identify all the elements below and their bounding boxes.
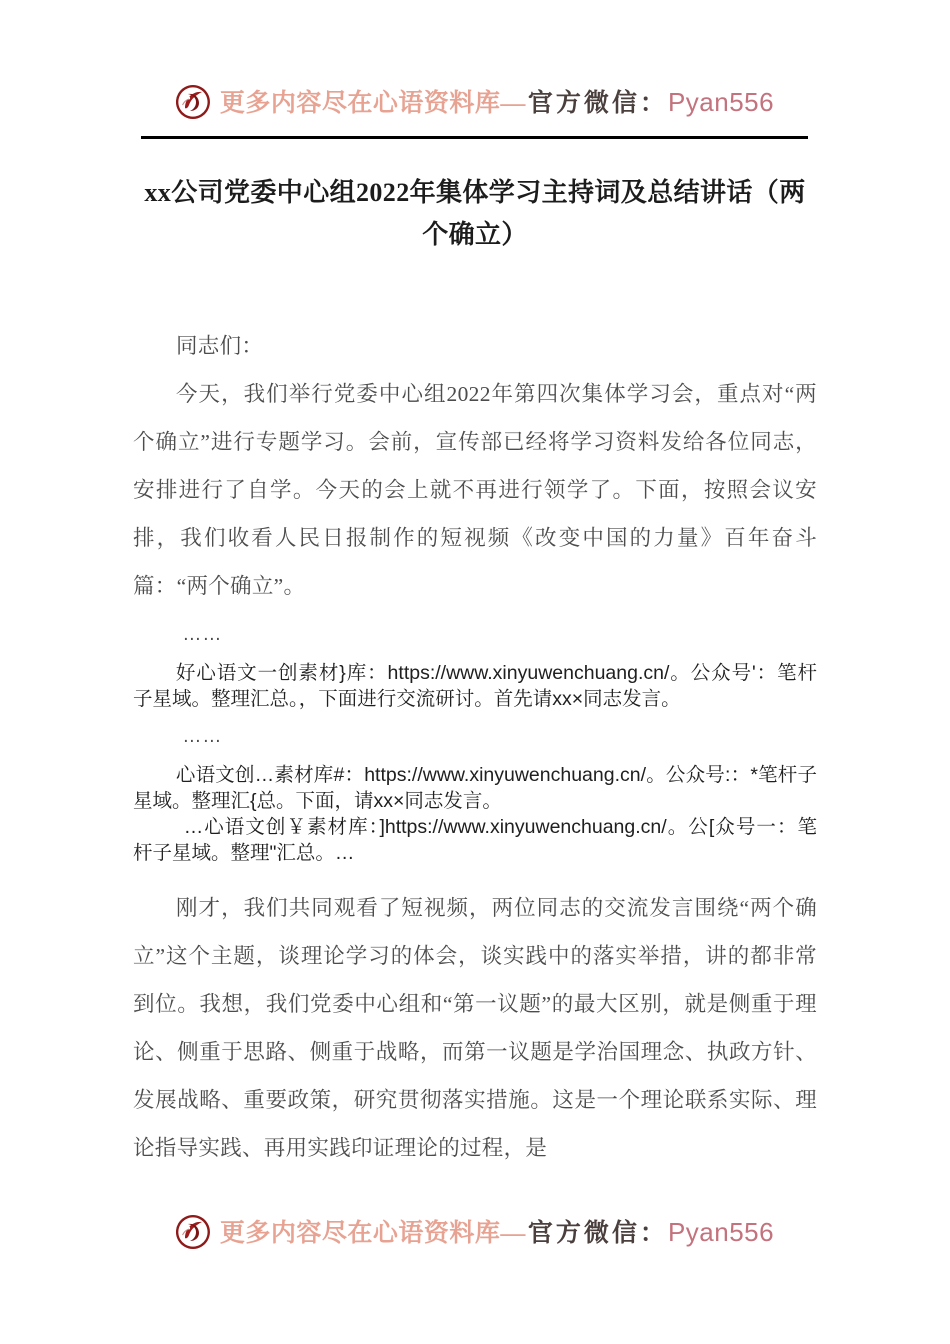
closing-paragraph: 刚才，我们共同观看了短视频，两位同志的交流发言围绕“两个确立”这个主题，谈理论学习的体会，谈实践中的落实举措，讲的都非常到位。我想，我们党委中心组和“第一议题”的最大区别，就是侧重于理论、侧重于思路、侧重于战略，而第一议题是学治国理念、执政方针、发展战略、重要政策，研究贯彻落实措施。这是一个理论联系实际、理论指导实践、再用实践印证理论的过程，是 bbox=[133, 896, 817, 1161]
header-wechat-handle: Pyan556 bbox=[667, 86, 775, 117]
footer-library-text: 更多内容尽在心语资料库— bbox=[219, 1219, 526, 1247]
document-body bbox=[133, 172, 817, 1172]
opening-paragraph: 今天，我们举行党委中心组2022年第四次集体学习会，重点对“两个确立”进行专题学习。会前，宣传部已经将学习资料发给各位同志，安排进行了自学。今天的会上就不再进行领学了。下面，按照会议安排，我们收看人民日报制作的短视频《改变中国的力量》百年奋斗篇：“两个确立”。 bbox=[133, 382, 817, 599]
ellipsis-line-1: …… bbox=[182, 624, 223, 646]
footer-wechat-label: 官方微信： bbox=[527, 1219, 668, 1247]
salutation-paragraph: 同志们： bbox=[176, 334, 264, 359]
header-watermark-banner bbox=[0, 78, 950, 126]
ellipsis-line-2: …… bbox=[182, 726, 223, 748]
header-library-text: 更多内容尽在心语资料库— bbox=[219, 89, 526, 117]
footer-banner-text bbox=[219, 1216, 775, 1247]
watermark-text-block-1: 好心语文一创素材}库：https://www.xinyuwenchuang.cn/。公众号'：笔杆子星域。整理汇总。，下面进行交流研讨。首先请xx×同志发言。 bbox=[133, 662, 817, 711]
watermark-text-block-3: …心语文创￥素材库：]https://www.xinyuwenchuang.cn/。公[众号一：笔杆子星域。整理"汇总。… bbox=[133, 816, 817, 865]
watermark-text-block-2: 心语文创…素材库#：https://www.xinyuwenchuang.cn/。公众号:：*笔杆子星域。整理汇{总。下面，请xx×同志发言。 bbox=[133, 764, 817, 813]
footer-wechat-handle: Pyan556 bbox=[667, 1216, 775, 1247]
header-divider-rule bbox=[141, 136, 808, 139]
footer-watermark-banner bbox=[0, 1208, 950, 1256]
xinyu-swirl-logo-icon bbox=[176, 1215, 210, 1249]
header-wechat-label: 官方微信： bbox=[527, 89, 668, 117]
header-banner-text bbox=[219, 86, 775, 117]
xinyu-swirl-logo-icon bbox=[176, 85, 210, 119]
page-title: xx公司党委中心组2022年集体学习主持词及总结讲话（两个确立） bbox=[144, 178, 806, 250]
